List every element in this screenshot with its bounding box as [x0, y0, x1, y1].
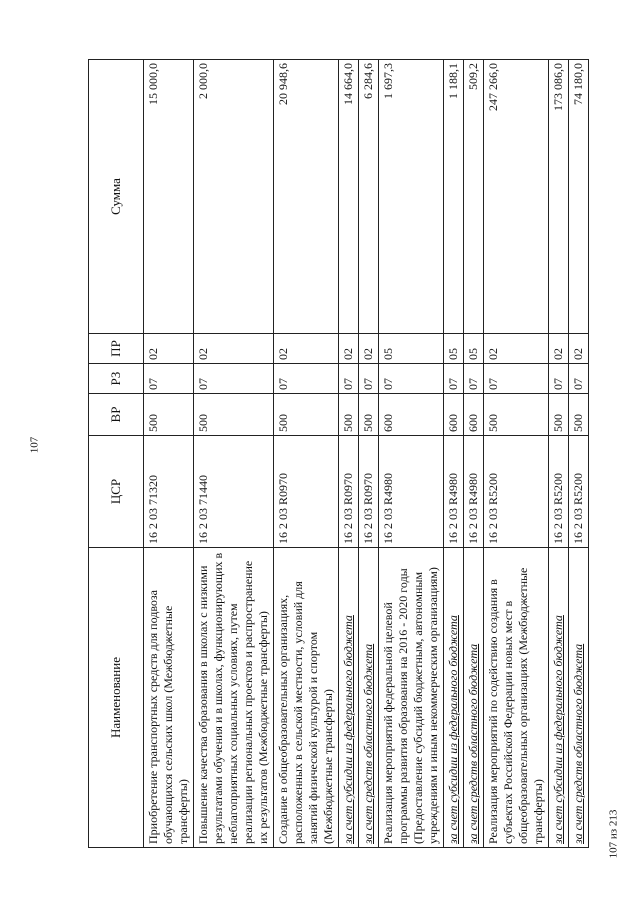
cell-pr: 02	[194, 334, 274, 364]
budget-table	[88, 59, 589, 848]
table-row	[359, 60, 379, 848]
cell-vr: 600	[444, 394, 464, 436]
table-row	[144, 60, 194, 848]
cell-name: за счет субсидии из федерального бюджета	[549, 548, 569, 848]
cell-csr: 16 2 03 R4980	[379, 436, 444, 548]
cell-pr: 05	[444, 334, 464, 364]
table-row	[484, 60, 549, 848]
page-number	[22, 433, 46, 457]
cell-pr: 02	[549, 334, 569, 364]
cell-rz: 07	[359, 364, 379, 394]
page-footer	[601, 809, 625, 859]
cell-rz: 07	[379, 364, 444, 394]
cell-rz: 07	[444, 364, 464, 394]
table-row	[339, 60, 359, 848]
header-pr: ПР	[89, 334, 144, 364]
header-sum: Сумма	[89, 60, 144, 334]
cell-pr: 02	[144, 334, 194, 364]
cell-pr: 05	[464, 334, 484, 364]
cell-pr: 02	[484, 334, 549, 364]
cell-name: за счет субсидии из федерального бюджета	[444, 548, 464, 848]
cell-vr: 500	[339, 394, 359, 436]
cell-name: за счет средств областного бюджета	[464, 548, 484, 848]
table-row	[379, 60, 444, 848]
table-row	[464, 60, 484, 848]
cell-csr: 16 2 03 R5200	[484, 436, 549, 548]
cell-csr: 16 2 03 R0970	[359, 436, 379, 548]
cell-vr: 600	[379, 394, 444, 436]
rotated-table-container	[88, 60, 585, 848]
cell-rz: 07	[569, 364, 589, 394]
cell-rz: 07	[549, 364, 569, 394]
cell-pr: 02	[339, 334, 359, 364]
cell-csr: 16 2 03 R4980	[444, 436, 464, 548]
header-name: Наименование	[89, 548, 144, 848]
cell-csr: 16 2 03 R5200	[569, 436, 589, 548]
cell-vr: 500	[359, 394, 379, 436]
cell-csr: 16 2 03 R0970	[274, 436, 339, 548]
cell-rz: 07	[339, 364, 359, 394]
cell-csr: 16 2 03 71440	[194, 436, 274, 548]
cell-csr: 16 2 03 71320	[144, 436, 194, 548]
table-row	[569, 60, 589, 848]
cell-rz: 07	[274, 364, 339, 394]
cell-csr: 16 2 03 R5200	[549, 436, 569, 548]
cell-vr: 500	[484, 394, 549, 436]
cell-name: за счет средств областного бюджета	[359, 548, 379, 848]
cell-name: Приобретение транспортных средств для подвоза обучающихся сельских школ (Межбюджетные трансферты)	[144, 548, 194, 848]
cell-rz: 07	[484, 364, 549, 394]
cell-rz: 07	[194, 364, 274, 394]
cell-sum: 1 697,3	[379, 60, 444, 334]
cell-vr: 500	[569, 394, 589, 436]
table-row	[274, 60, 339, 848]
cell-sum: 173 086,0	[549, 60, 569, 334]
cell-pr: 02	[274, 334, 339, 364]
cell-vr: 500	[549, 394, 569, 436]
cell-rz: 07	[464, 364, 484, 394]
cell-name: Повышение качества образования в школах с низкими результатами обучения и в школах, функционирующих в неблагоприятных социальных условиях, путем реализации региональных проектов и распространение их результатов (Межбюджетные трансферты)	[194, 548, 274, 848]
table-row	[444, 60, 464, 848]
cell-csr: 16 2 03 R0970	[339, 436, 359, 548]
header-csr: ЦСР	[89, 436, 144, 548]
table-row	[549, 60, 569, 848]
cell-name: Реализация мероприятий по содействию создания в субъектах Российской Федерации новых мест в общеобразовательных организациях (Межбюджетные трансферты)	[484, 548, 549, 848]
cell-sum: 2 000,0	[194, 60, 274, 334]
cell-name: Реализация мероприятий федеральной целевой программы развития образования на 2016 - 2020 годы (Предоставление субсидий бюджетным, автономным учреждениям и иным некоммерческим организациям)	[379, 548, 444, 848]
cell-pr: 05	[379, 334, 444, 364]
page-number-text: 107	[28, 436, 40, 454]
cell-pr: 02	[359, 334, 379, 364]
cell-sum: 6 284,6	[359, 60, 379, 334]
cell-vr: 500	[144, 394, 194, 436]
table-row	[194, 60, 274, 848]
cell-sum: 247 266,0	[484, 60, 549, 334]
cell-name: за счет субсидии из федерального бюджета	[339, 548, 359, 848]
cell-sum: 20 948,6	[274, 60, 339, 334]
cell-sum: 74 180,0	[569, 60, 589, 334]
cell-sum: 14 664,0	[339, 60, 359, 334]
cell-sum: 1 188,1	[444, 60, 464, 334]
cell-pr: 02	[569, 334, 589, 364]
cell-vr: 500	[274, 394, 339, 436]
cell-name: Создание в общеобразовательных организациях, расположенных в сельской местности, условий для занятий физической культурой и спортом (Межбюджетные трансферты)	[274, 548, 339, 848]
cell-csr: 16 2 03 R4980	[464, 436, 484, 548]
cell-rz: 07	[144, 364, 194, 394]
cell-vr: 600	[464, 394, 484, 436]
header-rz: РЗ	[89, 364, 144, 394]
table-header-row	[89, 60, 144, 848]
cell-sum: 15 000,0	[144, 60, 194, 334]
cell-sum: 509,2	[464, 60, 484, 334]
cell-name: за счет средств областного бюджета	[569, 548, 589, 848]
header-vr: ВР	[89, 394, 144, 436]
page-footer-text: 107 из 213	[607, 809, 620, 859]
cell-vr: 500	[194, 394, 274, 436]
